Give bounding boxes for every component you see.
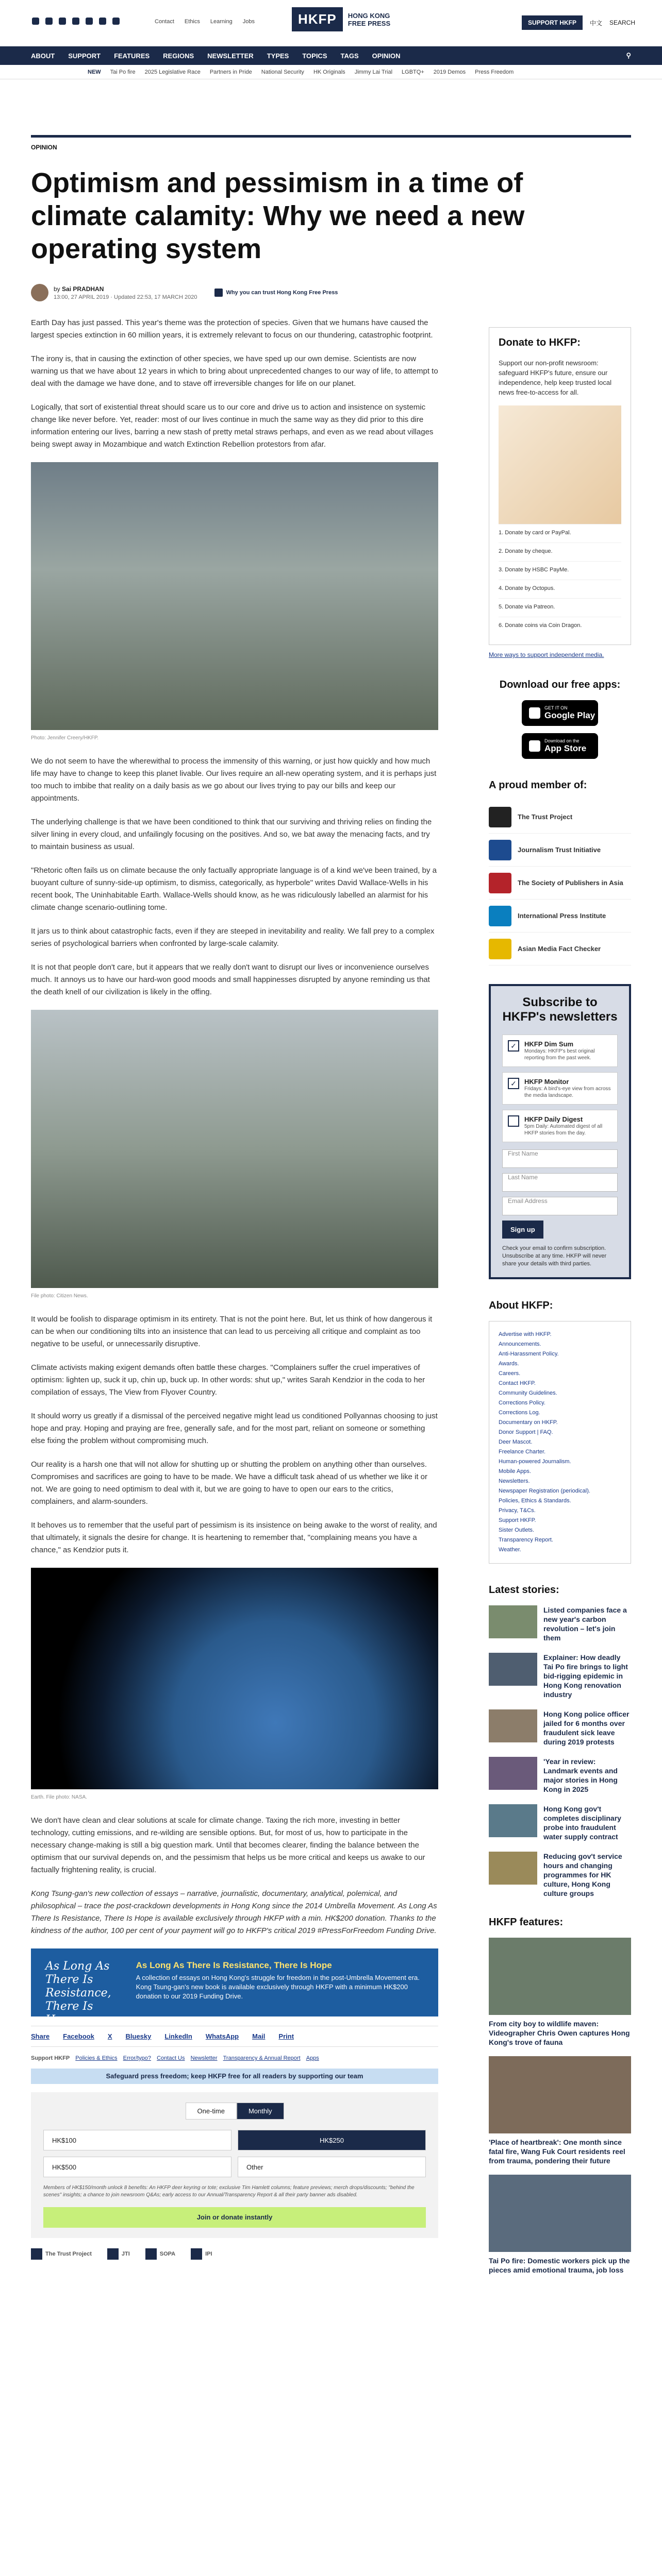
jti-icon bbox=[107, 2248, 119, 2260]
join-button[interactable]: Join or donate instantly bbox=[43, 2207, 426, 2228]
article-paragraph: The underlying challenge is that we have been conditioned to think that our surviving and thriving relies on finding the silver lining in every cloud, and unfailingly focusing on the positives. And so, we bat away the menacing facts, and try to maintain business as usual. bbox=[31, 818, 432, 851]
about-link[interactable]: Careers. bbox=[499, 1370, 521, 1377]
trending-item[interactable]: Jimmy Lai Trial bbox=[354, 69, 393, 75]
about-link[interactable]: Support HKFP. bbox=[499, 1517, 536, 1523]
article-paragraph: It behoves us to remember that the useful part of pessimism is its insistence on being awake to the worst of reality, and that ultimately, it signals the desire for change. It is heartening to remember that, "complaining means you have a chance," as Kendzior puts it. bbox=[31, 1521, 437, 1554]
footer-logo[interactable]: IPI bbox=[191, 2248, 212, 2260]
nav-regions[interactable]: REGIONS bbox=[163, 52, 194, 60]
donate-option[interactable]: 5. Donate via Patreon. bbox=[499, 598, 621, 617]
trending-item[interactable]: 2025 Legislative Race bbox=[144, 69, 201, 75]
byline bbox=[31, 284, 631, 301]
book-banner-title: As Long As There Is Resistance, There Is Hope bbox=[136, 1960, 332, 1970]
about-link[interactable]: Documentary on HKFP. bbox=[499, 1419, 558, 1426]
linkedin-icon[interactable] bbox=[86, 18, 93, 25]
sopa-icon bbox=[145, 2248, 157, 2260]
google-play-icon bbox=[529, 707, 540, 719]
about-title: About HKFP: bbox=[489, 1300, 553, 1311]
nav-about[interactable]: ABOUT bbox=[31, 52, 55, 60]
page-title: Optimism and pessimism in a time of climate calamity: Why we need a new operating system bbox=[31, 167, 525, 264]
newsletter-title: Subscribe to HKFP's newsletters bbox=[502, 995, 618, 1024]
site-logo[interactable] bbox=[292, 7, 390, 31]
new-label: NEW bbox=[88, 69, 101, 75]
first-name-input[interactable]: First Name bbox=[502, 1149, 618, 1168]
feature-image bbox=[489, 2056, 631, 2133]
article-photo-street bbox=[31, 1010, 438, 1288]
story-thumbnail bbox=[489, 1605, 537, 1638]
donate-option[interactable]: 2. Donate by cheque. bbox=[499, 543, 621, 561]
about-link[interactable]: Contact HKFP. bbox=[499, 1380, 536, 1386]
about-link[interactable]: Anti-Harassment Policy. bbox=[499, 1351, 559, 1357]
apps-title: Download our free apps: bbox=[499, 679, 621, 690]
share-facebook[interactable]: Facebook bbox=[63, 2032, 94, 2040]
share-bar bbox=[31, 2026, 438, 2047]
story-thumbnail bbox=[489, 1804, 537, 1837]
newsletter-link[interactable]: Newsletter bbox=[190, 2055, 218, 2061]
trending-item[interactable]: 2019 Demos bbox=[433, 69, 466, 75]
language-toggle[interactable]: 中文 bbox=[589, 19, 602, 27]
threads-icon[interactable] bbox=[99, 18, 106, 25]
member-logo[interactable]: The Society of Publishers in Asia bbox=[489, 867, 631, 900]
author-prefix: by bbox=[54, 285, 60, 293]
about-link[interactable]: Transparency Report. bbox=[499, 1537, 553, 1543]
policies-link[interactable]: Policies & Ethics bbox=[75, 2055, 118, 2061]
story-thumbnail bbox=[489, 1709, 537, 1742]
trust-icon bbox=[214, 289, 223, 297]
trending-bar bbox=[0, 65, 662, 79]
about-link[interactable]: Policies, Ethics & Standards. bbox=[499, 1498, 571, 1504]
telegram-icon[interactable] bbox=[112, 18, 120, 25]
contact-link[interactable]: Contact Us bbox=[157, 2055, 185, 2061]
feature-image bbox=[489, 1938, 631, 2015]
about-link[interactable]: Privacy, T&Cs. bbox=[499, 1507, 536, 1514]
article-paragraph: We do not seem to have the wherewithal to process the immensity of this warning, or just how quickly and how much life may have to change to keep this planet livable. Our lives require an all-new operating system, and it is perhaps just too much to imbibe that reality on a daily basis as we go about our lives trying to pay our bills and keep our appointments. bbox=[31, 757, 437, 803]
newsletter-option[interactable]: ✓ HKFP Dim Sum Mondays: HKFP's best original reporting from the past week. bbox=[502, 1035, 618, 1067]
features-title: HKFP features: bbox=[489, 1917, 564, 1928]
support-hkfp-link[interactable]: Support HKFP bbox=[31, 2055, 70, 2061]
story-thumbnail bbox=[489, 1852, 537, 1885]
member-title: A proud member of: bbox=[489, 779, 587, 791]
google-play-button[interactable]: GET IT ON Google Play bbox=[522, 700, 598, 726]
donate-note: Members of HK$150/month unlock 8 benefits: An HKFP deer keyring or tote; exclusive Tim Hamlett columns; feature previews; merch drops/discounts; "behind the scenes" insights; a chance to join newsroom Q&As; early access to our Annual/Transparency Report & all their party banner ads disabled. bbox=[43, 2185, 415, 2198]
about-link[interactable]: Corrections Policy. bbox=[499, 1400, 545, 1406]
photo-caption: Photo: Jennifer Creery/HKFP. bbox=[31, 735, 98, 741]
donate-intro: Support our non-profit newsroom: safeguard HKFP's future, ensure our independence, help keep trusted local news free-to-access for all. bbox=[499, 359, 611, 396]
article-paragraph: Earth Day has just passed. This year's theme was the protection of species. Given that we humans have caused the largest species extinction in 60 million years, it is extremely relevant to focus on our thundering, catastrophic footprint. bbox=[31, 318, 433, 340]
section-label[interactable]: OPINION bbox=[31, 144, 57, 151]
article-paragraph: Kong Tsung-gan's new collection of essays – narrative, journalistic, documentary, analytical, polemical, and philosophical – trace the post-crackdown developments in Hong Kong since the 2014 Umbrella Movement. As Long As There Is Resistance, There Is Hope is available exclusively through HKFP with a min. HK$200 donation. Thanks to the kindness of the author, 100 per cent of your payment will go to HKFP's critical 2019 #PressForFreedom Funding Drive. bbox=[31, 1889, 437, 1935]
sidebar bbox=[489, 327, 631, 2284]
donate-box bbox=[489, 327, 631, 645]
latest-story[interactable]: Hong Kong gov't completes disciplinary probe into fraudulent water supply contract bbox=[489, 1804, 631, 1841]
apps-link[interactable]: Apps bbox=[306, 2055, 319, 2061]
email-input[interactable]: Email Address bbox=[502, 1197, 618, 1215]
author-name[interactable]: Sai PRADHAN bbox=[62, 285, 104, 293]
photo-caption: Earth. File photo: NASA. bbox=[31, 1794, 87, 1800]
latest-story[interactable]: Explainer: How deadly Tai Po fire brings to light bid-rigging epidemic in Hong Kong renovation industry bbox=[489, 1653, 631, 1699]
article-paragraph: Our reality is a harsh one that will not allow for shutting up or shutting the problem on anything other than ourselves. Compromises and sacrifices are going to have to be made. We have a difficult task ahead of us whether we like it or not. We are going to need optimism to deal with it, but we are going to have to open our ears to the critics, complainers, and alarm-sounders. bbox=[31, 1460, 428, 1506]
donate-illustration bbox=[499, 405, 621, 524]
checkbox-checked[interactable]: ✓ bbox=[508, 1040, 519, 1052]
member-logo[interactable]: Journalism Trust Initiative bbox=[489, 834, 631, 867]
donate-title: Donate to HKFP: bbox=[499, 337, 581, 348]
avatar bbox=[31, 284, 48, 301]
article-photo-earth bbox=[31, 1568, 438, 1789]
sopa-logo bbox=[489, 873, 511, 893]
about-link[interactable]: Newsletters. bbox=[499, 1478, 530, 1484]
article-paragraph: We don't have clean and clear solutions at scale for climate change. Taxing the rich more, investing in better technology, cutting emissions, and re-wilding are sensible options. But, for most of us, how to participate in the necessary change-making is still a big question mark. Until that becomes clearer, finding the balance between the optimism that our survival depends on, and the pessimism that helps us be more critical and keeps us awake to our factually frightening reality, is crucial. bbox=[31, 1816, 425, 1874]
footer-logo[interactable]: SOPA bbox=[145, 2248, 175, 2260]
logo-text-2: FREE PRESS bbox=[347, 19, 391, 27]
share-linkedin[interactable]: LinkedIn bbox=[164, 2032, 192, 2040]
top-right bbox=[522, 15, 635, 30]
amfc-logo bbox=[489, 939, 511, 959]
nav-tags[interactable]: TAGS bbox=[340, 52, 359, 60]
donate-option[interactable]: 3. Donate by HSBC PayMe. bbox=[499, 561, 621, 580]
amount-option-selected[interactable]: HK$250 bbox=[238, 2130, 426, 2150]
footer-logo[interactable]: The Trust Project bbox=[31, 2248, 92, 2260]
feature-image bbox=[489, 2175, 631, 2252]
trust-project-logo bbox=[489, 807, 511, 827]
share-mail[interactable]: Mail bbox=[252, 2032, 266, 2040]
about-link[interactable]: Donor Support | FAQ. bbox=[499, 1429, 553, 1435]
article-body bbox=[31, 317, 438, 2260]
error-link[interactable]: Error/typo? bbox=[123, 2055, 152, 2061]
latest-story[interactable]: Reducing gov't service hours and changing programmes for HK culture, Hong Kong culture groups bbox=[489, 1852, 631, 1898]
story-thumbnail bbox=[489, 1757, 537, 1790]
social-icons bbox=[32, 18, 120, 25]
about-link[interactable]: Human-powered Journalism. bbox=[499, 1459, 571, 1465]
tab-one-time[interactable]: One-time bbox=[186, 2103, 237, 2120]
amount-other[interactable]: Other bbox=[238, 2157, 426, 2177]
article-paragraph: It jars us to think about catastrophic facts, even if they are steeped in inevitability and reality. We fall prey to a complex series of psychological barriers when confronted by large-scale calamity. bbox=[31, 927, 435, 948]
trending-item[interactable]: LGBTQ+ bbox=[402, 69, 424, 75]
ipi-icon bbox=[191, 2248, 202, 2260]
page-wrap bbox=[31, 135, 631, 2576]
top-link-ethics[interactable]: Ethics bbox=[184, 19, 200, 25]
story-thumbnail bbox=[489, 1653, 537, 1686]
about-link[interactable]: Weather. bbox=[499, 1547, 521, 1553]
article-paragraph: Climate activists making exigent demands often battle these charges. "Complainers suffer the cruel imperatives of optimism: lighten up, suck it up, chin up, buck up. In other words: shut up," writes Sarah Kendzior in the coda to her compilation of essays, The View from Flyover Country. bbox=[31, 1363, 425, 1397]
about-link[interactable]: Corrections Log. bbox=[499, 1410, 540, 1416]
facebook-icon[interactable] bbox=[32, 18, 39, 25]
nav-topics[interactable]: TOPICS bbox=[302, 52, 327, 60]
footer-logos bbox=[31, 2248, 438, 2260]
donate-tabs bbox=[43, 2103, 426, 2120]
feature-story[interactable]: From city boy to wildlife maven: Videographer Chris Owen captures Hong Kong's trove of fauna bbox=[489, 1938, 631, 2047]
top-link-jobs[interactable]: Jobs bbox=[242, 19, 255, 25]
article-paragraph: The irony is, that in causing the extinction of other species, we have sped up our own demise. Scientists are now warning us that we have about 12 years in which to bring about unprecedented changes to our way of life, to attempt to deal with the damage we have done, and to stave off irreversible changes for life on our planet. bbox=[31, 354, 438, 388]
trending-item[interactable]: Partners in Pride bbox=[209, 69, 252, 75]
about-link[interactable]: Awards. bbox=[499, 1361, 519, 1367]
nav-types[interactable]: TYPES bbox=[267, 52, 289, 60]
tab-monthly[interactable]: Monthly bbox=[237, 2103, 284, 2120]
latest-story[interactable]: Hong Kong police officer jailed for 6 months over fraudulent sick leave during 2019 protests bbox=[489, 1709, 631, 1747]
newsletter-box bbox=[489, 984, 631, 1279]
donate-widget bbox=[31, 2092, 438, 2238]
checkbox-checked[interactable]: ✓ bbox=[508, 1078, 519, 1089]
article-paragraph: Logically, that sort of existential threat should scare us to our core and drive us to action and insistence on systemic change like never before. Yet, reader: most of our lives continue in much the same way as they did prior to this dire information entering our lives, barring a new stash of pretty metal straws perhaps, and even as we read about villages being swept away in Mozambique and watch Extinction Rebellion protestors from afar. bbox=[31, 403, 434, 449]
search-link[interactable]: SEARCH bbox=[609, 19, 635, 26]
jti-logo bbox=[489, 840, 511, 860]
signup-button[interactable]: Sign up bbox=[502, 1221, 543, 1239]
trending-item[interactable]: National Security bbox=[261, 69, 304, 75]
about-link[interactable]: Announcements. bbox=[499, 1341, 541, 1347]
trust-link[interactable] bbox=[214, 289, 338, 297]
checkbox-unchecked[interactable] bbox=[508, 1115, 519, 1127]
top-header bbox=[0, 0, 662, 46]
trust-link-label: Why you can trust Hong Kong Free Press bbox=[226, 290, 338, 296]
nav-support[interactable]: SUPPORT bbox=[68, 52, 101, 60]
member-logo[interactable]: The Trust Project bbox=[489, 801, 631, 834]
share-print[interactable]: Print bbox=[278, 2032, 294, 2040]
nav-opinion[interactable]: OPINION bbox=[372, 52, 401, 60]
support-hkfp-button[interactable]: SUPPORT HKFP bbox=[522, 15, 583, 30]
about-link[interactable]: Deer Mascot. bbox=[499, 1439, 533, 1445]
top-link-learning[interactable]: Learning bbox=[210, 19, 233, 25]
instagram-icon[interactable] bbox=[59, 18, 66, 25]
book-cover-title: As Long As There Is Resistance, There Is Hope bbox=[45, 1960, 111, 2026]
top-link-contact[interactable]: Contact bbox=[155, 19, 174, 25]
trust-project-icon bbox=[31, 2248, 42, 2260]
main-nav bbox=[0, 46, 662, 65]
newsletter-option[interactable]: HKFP Daily Digest 5pm Daily: Automated digest of all HKFP stories from the day. bbox=[502, 1110, 618, 1142]
feature-story[interactable]: Tai Po fire: Domestic workers pick up the pieces amid emotional trauma, job loss bbox=[489, 2175, 631, 2275]
member-logo[interactable]: International Press Institute bbox=[489, 900, 631, 933]
logo-text-1: HONG KONG bbox=[347, 11, 390, 20]
article-paragraph: It is not that people don't care, but it appears that we really don't want to disrupt our lives or inconvenience ourselves much. It annoys us to have our hard-won good moods and small happinesses disrupted by anyone reminding us that the death knell of our civilization is likely in the offing. bbox=[31, 963, 430, 996]
search-icon[interactable]: ⚲ bbox=[626, 52, 631, 59]
trending-item[interactable]: Tai Po fire bbox=[110, 69, 136, 75]
photo-caption: File photo: Citizen News. bbox=[31, 1293, 88, 1299]
article-photo-protest bbox=[31, 462, 438, 730]
about-link[interactable]: Sister Outlets. bbox=[499, 1527, 535, 1533]
nav-newsletter[interactable]: NEWSLETTER bbox=[207, 52, 254, 60]
article-paragraph: It would be foolish to disparage optimism in its entirety. That is not the point here. But, let us think of how dangerous it can be when our conditioning tilts into an insistence that can lead to us perceiving all critique and complaint as too negative to be useful, or unnecessarily disruptive. bbox=[31, 1315, 433, 1348]
amount-option[interactable]: HK$100 bbox=[43, 2130, 231, 2150]
feature-story[interactable]: 'Place of heartbreak': One month since fatal fire, Wang Fuk Court residents reel from trauma, pondering their future bbox=[489, 2056, 631, 2165]
donate-option[interactable]: 4. Donate by Octopus. bbox=[499, 580, 621, 598]
header-rule bbox=[31, 135, 631, 138]
share-x[interactable]: X bbox=[107, 2032, 112, 2040]
amount-option[interactable]: HK$500 bbox=[43, 2157, 231, 2177]
x-icon[interactable] bbox=[45, 18, 53, 25]
app-store-button[interactable]: Download on the App Store bbox=[522, 733, 598, 759]
about-link[interactable]: Freelance Charter. bbox=[499, 1449, 546, 1455]
nav-features[interactable]: FEATURES bbox=[114, 52, 150, 60]
about-link[interactable]: Mobile Apps. bbox=[499, 1468, 531, 1475]
article-paragraph: It should worry us greatly if a dismissal of the perceived negative might lead us conditioned Pollyannas choosing to just hope and pray. Hoping and praying are free, generally safe, and for the most part, reliant on someone or something else fixing the problem without compromising much. bbox=[31, 1412, 438, 1445]
trending-item[interactable]: Press Freedom bbox=[475, 69, 514, 75]
donate-option[interactable]: 6. Donate coins via Coin Dragon. bbox=[499, 617, 621, 635]
newsletter-note: Check your email to confirm subscription. Unsubscribe at any time. HKFP will never share your details with third parties. bbox=[502, 1245, 607, 1267]
member-logo[interactable]: Asian Media Fact Checker bbox=[489, 933, 631, 965]
safeguard-banner[interactable]: Safeguard press freedom; keep HKFP free for all readers by supporting our team bbox=[31, 2069, 438, 2084]
share-link[interactable]: Share bbox=[31, 2032, 50, 2040]
about-list bbox=[489, 1321, 631, 1564]
latest-story[interactable]: Listed companies face a new year's carbon revolution – let's join them bbox=[489, 1605, 631, 1642]
book-banner[interactable] bbox=[31, 1948, 438, 2026]
book-banner-text: A collection of essays on Hong Kong's struggle for freedom in the post-Umbrella Movement era. Kong Tsung-gan's new book is available exclusively through HKFP with a minimum HK$200 donation to our 2019 Funding Drive. bbox=[136, 1974, 420, 2000]
article-paragraph: "Rhetoric often fails us on climate because the only factually appropriate language is of a kind we've been trained, by a buoyant culture of sunny-side-up optimism, to dismiss, categorically, as hyperbole" writes David Wallace-Wells in his recent book, The Uninhabitable Earth. Wallace-Wells should know, as he was ridiculously labelled an alarmist for his climate change scenario-outlining tome. bbox=[31, 866, 437, 912]
latest-title: Latest stories: bbox=[489, 1584, 559, 1596]
support-line bbox=[31, 2055, 438, 2061]
share-whatsapp[interactable]: WhatsApp bbox=[205, 2032, 239, 2040]
top-links bbox=[155, 19, 255, 25]
donate-amounts bbox=[43, 2130, 426, 2177]
newsletter-option[interactable]: ✓ HKFP Monitor Fridays: A bird's-eye view from across the media landscape. bbox=[502, 1072, 618, 1105]
publish-date: 13:00, 27 APRIL 2019 · Updated 22:53, 17 MARCH 2020 bbox=[54, 294, 197, 300]
donate-option[interactable]: 1. Donate by card or PayPal. bbox=[499, 524, 621, 543]
content-area bbox=[31, 301, 631, 2576]
logo-mark: HKFP bbox=[292, 7, 343, 31]
more-ways-link[interactable]: More ways to support independent media. bbox=[489, 651, 604, 658]
footer-logo[interactable]: JTI bbox=[107, 2248, 130, 2260]
report-link[interactable]: Transparency & Annual Report bbox=[223, 2055, 301, 2061]
about-link[interactable]: Newspaper Registration (periodical). bbox=[499, 1488, 590, 1494]
youtube-icon[interactable] bbox=[72, 18, 79, 25]
trending-item[interactable]: HK Originals bbox=[313, 69, 345, 75]
last-name-input[interactable]: Last Name bbox=[502, 1173, 618, 1192]
latest-story[interactable]: 'Year in review: Landmark events and major stories in Hong Kong in 2025 bbox=[489, 1757, 631, 1794]
ipi-logo bbox=[489, 906, 511, 926]
share-bluesky[interactable]: Bluesky bbox=[125, 2032, 152, 2040]
about-link[interactable]: Community Guidelines. bbox=[499, 1390, 557, 1396]
about-link[interactable]: Advertise with HKFP. bbox=[499, 1331, 552, 1337]
apple-icon bbox=[529, 740, 540, 752]
